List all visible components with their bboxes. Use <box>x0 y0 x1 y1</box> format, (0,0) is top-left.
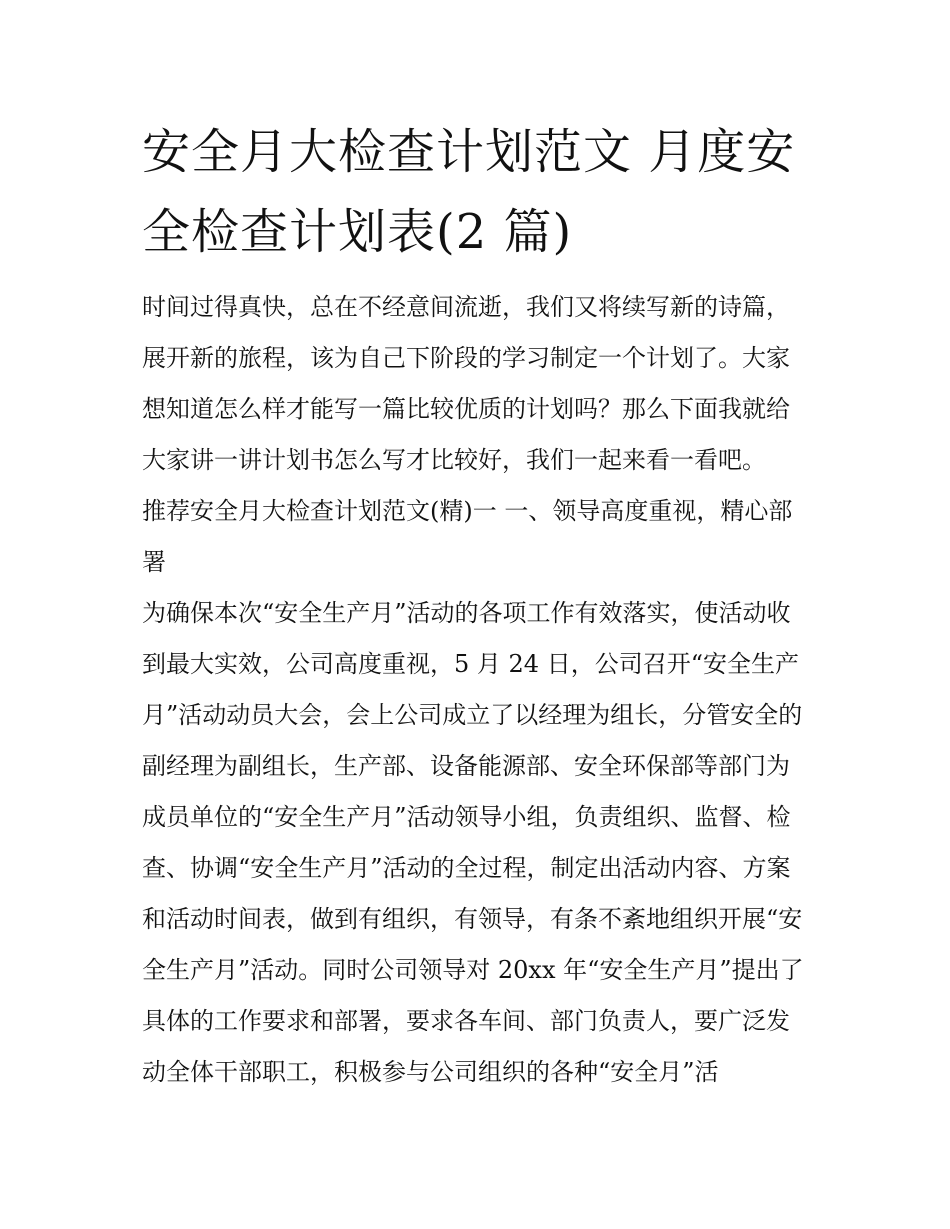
document-page <box>142 112 812 1098</box>
intro-paragraph: 时间过得真快，总在不经意间流逝，我们又将续写新的诗篇，展开新的旅程，该为自己下阶段的学习制定一个计划了。大家想知道怎么样才能写一篇比较优质的计划吗？那么下面我就给大家讲一讲计划书怎么写才比较好，我们一起来看一看吧。 <box>142 293 790 474</box>
body-paragraph: 为确保本次“安全生产月”活动的各项工作有效落实，使活动收到最大实效，公司高度重视，5 月 24 日，公司召开“安全生产月”活动动员大会，会上公司成立了以经理为组长，分管安全的副经理为副组长，生产部、设备能源部、安全环保部等部门为成员单位的“安全生产月”活动领导小组，负责组织、监督、检查、协调“安全生产月”活动的全过程，制定出活动内容、方案和活动时间表，做到有组织，有领导，有条不紊地组织开展“安全生产月”活动。同时公司领导对 20xx 年“安全生产月”提出了具体的工作要求和部署，要求各车间、部门负责人，要广泛发动全体干部职工，积极参与公司组织的各种“安全月”活 <box>142 599 804 1086</box>
document-title <box>142 112 812 272</box>
section-heading: 推荐安全月大检查计划范文(精)一 一、领导高度重视，精心部署 <box>142 497 793 576</box>
title-line-2: 全检查计划表(2 篇) <box>142 204 573 260</box>
title-line-1: 安全月大检查计划范文 月度安 <box>142 124 796 180</box>
